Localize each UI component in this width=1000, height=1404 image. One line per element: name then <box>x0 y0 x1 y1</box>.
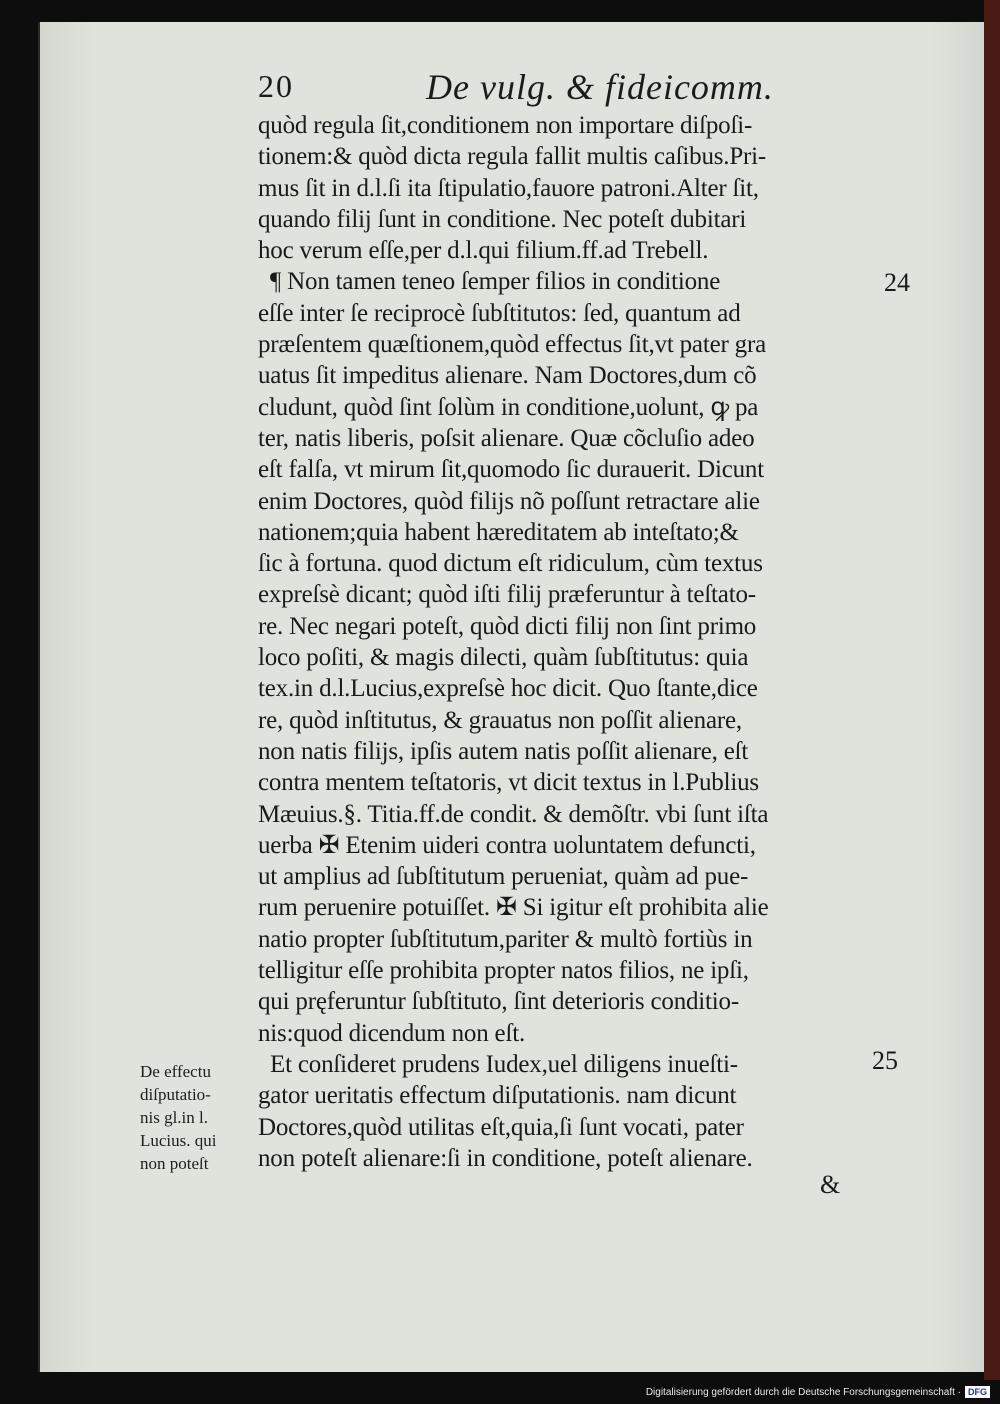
side-note <box>140 1060 250 1175</box>
text-line: tionem:& quòd dicta regula fallit multis caſibus.Pri- <box>258 143 767 171</box>
text-line: eſt falſa, vt mirum ſit,quomodo ſic durauerit. Dicunt <box>258 456 764 484</box>
margin-number: 25 <box>872 1046 898 1075</box>
side-note-line: nis gl.in l. <box>140 1108 209 1127</box>
text-line: qui pręferuntur ſubſtituto, ſint deterioris conditio- <box>258 988 739 1016</box>
text-line: expreſsè dicant; quòd iſti filij præferuntur à teſtato- <box>258 581 756 609</box>
text-line: non natis filijs, ipſis autem natis poſſit alienare, eſt <box>258 737 749 765</box>
text-line: non poteſt alienare:ſi in conditione, poteſt alienare. <box>258 1144 753 1172</box>
text-line: tex.in d.l.Lucius,expreſsè hoc dicit. Quo ſtante,dice <box>258 675 758 703</box>
dfg-logo: DFG <box>965 1386 990 1398</box>
text-line: loco poſiti, & magis dilecti, quàm ſubſtitutus: quia <box>258 644 749 672</box>
digitization-credit <box>560 1386 990 1400</box>
page-edge <box>984 0 1000 1380</box>
text-line: ter, natis liberis, poſsit alienare. Quæ cõcluſio adeo <box>258 424 755 452</box>
text-line: nationem;quia habent hæreditatem ab inteſtato;& <box>258 518 739 546</box>
page-header <box>258 68 878 108</box>
text-line: ſic à fortuna. quod dictum eſt ridiculum, cùm textus <box>258 550 763 578</box>
text-line: enim Doctores, quòd filijs nõ poſſunt retractare alie <box>258 487 760 515</box>
text-line: rum peruenire potuiſſet. ✠ Si igitur eſt prohibita alie <box>258 894 769 922</box>
side-note-line: non poteſt <box>140 1154 209 1173</box>
text-line: cludunt, quòd ſint ſolùm in conditione,uolunt, ꝙ pa <box>258 393 759 421</box>
text-line: telligitur eſſe prohibita propter natos filios, ne ipſi, <box>258 957 749 985</box>
catchword: & <box>820 1170 841 1199</box>
text-line: ¶ Non tamen teneo ſemper filios in conditione <box>270 268 721 296</box>
credit-text: Digitalisierung gefördert durch die Deutsche Forschungsgemeinschaft · <box>645 1387 961 1398</box>
margin-number: 24 <box>884 268 910 297</box>
text-line: Et conſideret prudens Iudex,uel diligens inueſti- <box>270 1050 738 1078</box>
text-line: natio propter ſubſtitutum,pariter & multò fortiùs in <box>258 925 753 953</box>
text-line: uerba ✠ Etenim uideri contra uoluntatem defuncti, <box>258 831 756 859</box>
text-line: hoc verum eſſe,per d.l.qui filium.ff.ad Trebell. <box>258 237 709 265</box>
text-line: quando filij ſunt in conditione. Nec poteſt dubitari <box>258 205 747 233</box>
side-note-line: De effectu <box>140 1062 211 1081</box>
text-line: mus ſit in d.l.ſi ita ſtipulatio,fauore patroni.Alter ſit, <box>258 174 759 202</box>
text-line: eſſe inter ſe reciprocè ſubſtitutos: ſed, quantum ad <box>258 299 741 327</box>
running-title: De vulg. & fideicomm. <box>426 67 774 107</box>
text-block <box>258 110 878 1174</box>
text-line: Mæuius.§. Titia.ff.de condit. & demõſtr. vbi ſunt iſta <box>258 800 769 828</box>
text-line: gator ueritatis effectum diſputationis. nam dicunt <box>258 1082 737 1110</box>
text-line: Doctores,quòd utilitas eſt,quia,ſi ſunt vocati, pater <box>258 1113 744 1141</box>
text-line: re. Nec negari poteſt, quòd dicti filij non ſint primo <box>258 612 757 640</box>
side-note-line: diſputatio- <box>140 1085 211 1104</box>
side-note-line: Lucius. qui <box>140 1131 217 1150</box>
text-line: nis:quod dicendum non eſt. <box>258 1019 525 1047</box>
text-line: uatus ſit impeditus alienare. Nam Doctores,dum cõ <box>258 362 757 390</box>
text-line: re, quòd inſtitutus, & grauatus non poſſit alienare, <box>258 706 742 734</box>
folio-number: 20 <box>258 68 294 104</box>
text-line: præſentem quæſtionem,quòd effectus ſit,vt pater gra <box>258 331 766 359</box>
text-line: ut amplius ad ſubſtitutum perueniat, quàm ad pue- <box>258 863 749 891</box>
text-line: quòd regula ſit,conditionem non importare diſpoſi- <box>258 112 753 139</box>
text-line: contra mentem teſtatoris, vt dicit textus in l.Publius <box>258 769 759 797</box>
